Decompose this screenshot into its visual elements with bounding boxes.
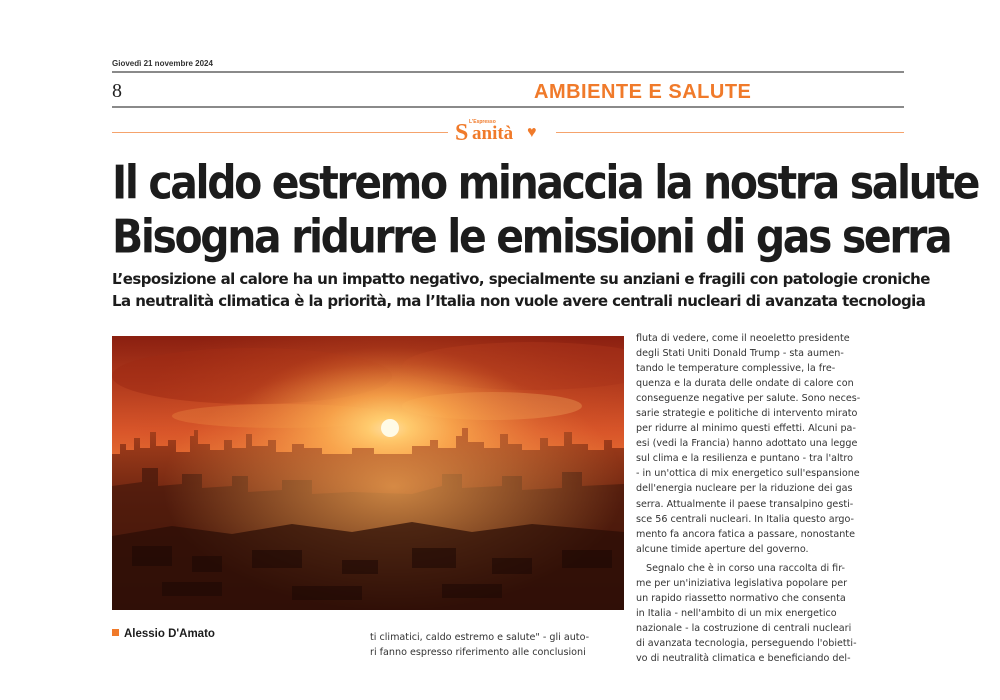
article-column-mid [370, 630, 632, 660]
page-number: 8 [112, 80, 122, 102]
body-line: me per un'iniziativa legislativa popolare per [636, 577, 848, 589]
author-name: Alessio D'Amato [124, 628, 215, 640]
sunset-city-image [112, 336, 624, 610]
section-title: AMBIENTE E SALUTE [534, 81, 752, 103]
byline-square-icon [112, 629, 119, 636]
body-line: ti climatici, caldo estremo e salute" - gli auto- [370, 632, 590, 643]
headline-line-2: Bisogna ridurre le emissioni di gas serra [112, 210, 951, 264]
subheadline-line-1: L’esposizione al calore ha un impatto negativo, specialmente su anziani e fragili con patologie croniche [112, 270, 930, 288]
subheadline-line-2: La neutralità climatica è la priorità, ma l’Italia non vuole avere centrali nucleari di avanzata tecnologia [112, 292, 926, 310]
body-line: in Italia - nell'ambito di un mix energetico [636, 607, 837, 619]
body-line: esi (vedi la Francia) hanno adottato una legge [636, 438, 858, 450]
body-line: Segnalo che è in corso una raccolta di fir- [646, 562, 846, 574]
body-line: tando le temperature complessive, la fre- [636, 363, 836, 375]
body-line: alcune timide aperture del governo. [636, 543, 809, 555]
body-line: vo di neutralità climatica e beneficiando del- [636, 652, 851, 664]
body-line: serra. Attualmente il paese transalpino gesti- [636, 498, 854, 510]
body-line: dell'energia nucleare per la riduzione dei gas [636, 483, 853, 495]
page-date: Giovedì 21 novembre 2024 [112, 59, 213, 68]
headline-line-1: Il caldo estremo minaccia la nostra salute [112, 156, 979, 210]
body-line: - in un'ottica di mix energetico sull'espansione [636, 468, 860, 480]
article-photo [112, 336, 624, 610]
sanita-logo [455, 119, 547, 145]
body-line: quenza e la durata delle ondate di calore con [636, 378, 854, 390]
body-line: sce 56 centrali nucleari. In Italia questo argo- [636, 513, 854, 525]
body-line: degli Stati Uniti Donald Trump - sta aumen- [636, 348, 844, 360]
body-line: un rapido riassetto normativo che consenta [636, 592, 846, 604]
body-line: nazionale - la costruzione di centrali nucleari [636, 622, 852, 634]
section-rule [112, 106, 904, 108]
logo-rule-left [112, 132, 448, 133]
logo-rule-right [556, 132, 904, 133]
body-line: sul clima e la resilienza e puntano - tra l'altro [636, 453, 853, 465]
heart-icon: ♥ [527, 124, 537, 141]
logo-small-text: L'Espresso [469, 119, 496, 125]
body-line: ri fanno espresso riferimento alle conclusioni [370, 647, 586, 659]
logo-word: anità [472, 123, 514, 144]
body-line: conseguenze negative per salute. Sono neces- [636, 393, 861, 405]
author-byline [112, 628, 215, 640]
body-line: di avanzata tecnologia, perseguendo l'obietti- [636, 637, 857, 649]
body-line: sarie strategie e politiche di intervento mirato [636, 408, 858, 420]
logo-letter-s: S [455, 120, 469, 146]
body-line: mento fa ancora fatica a passare, nonostante [636, 528, 855, 540]
body-line: per ridurre al minimo questi effetti. Alcuni pa- [636, 423, 856, 435]
top-rule [112, 71, 904, 73]
body-line: fluta di vedere, come il neoeletto presidente [636, 333, 850, 344]
article-column-right [636, 331, 898, 666]
